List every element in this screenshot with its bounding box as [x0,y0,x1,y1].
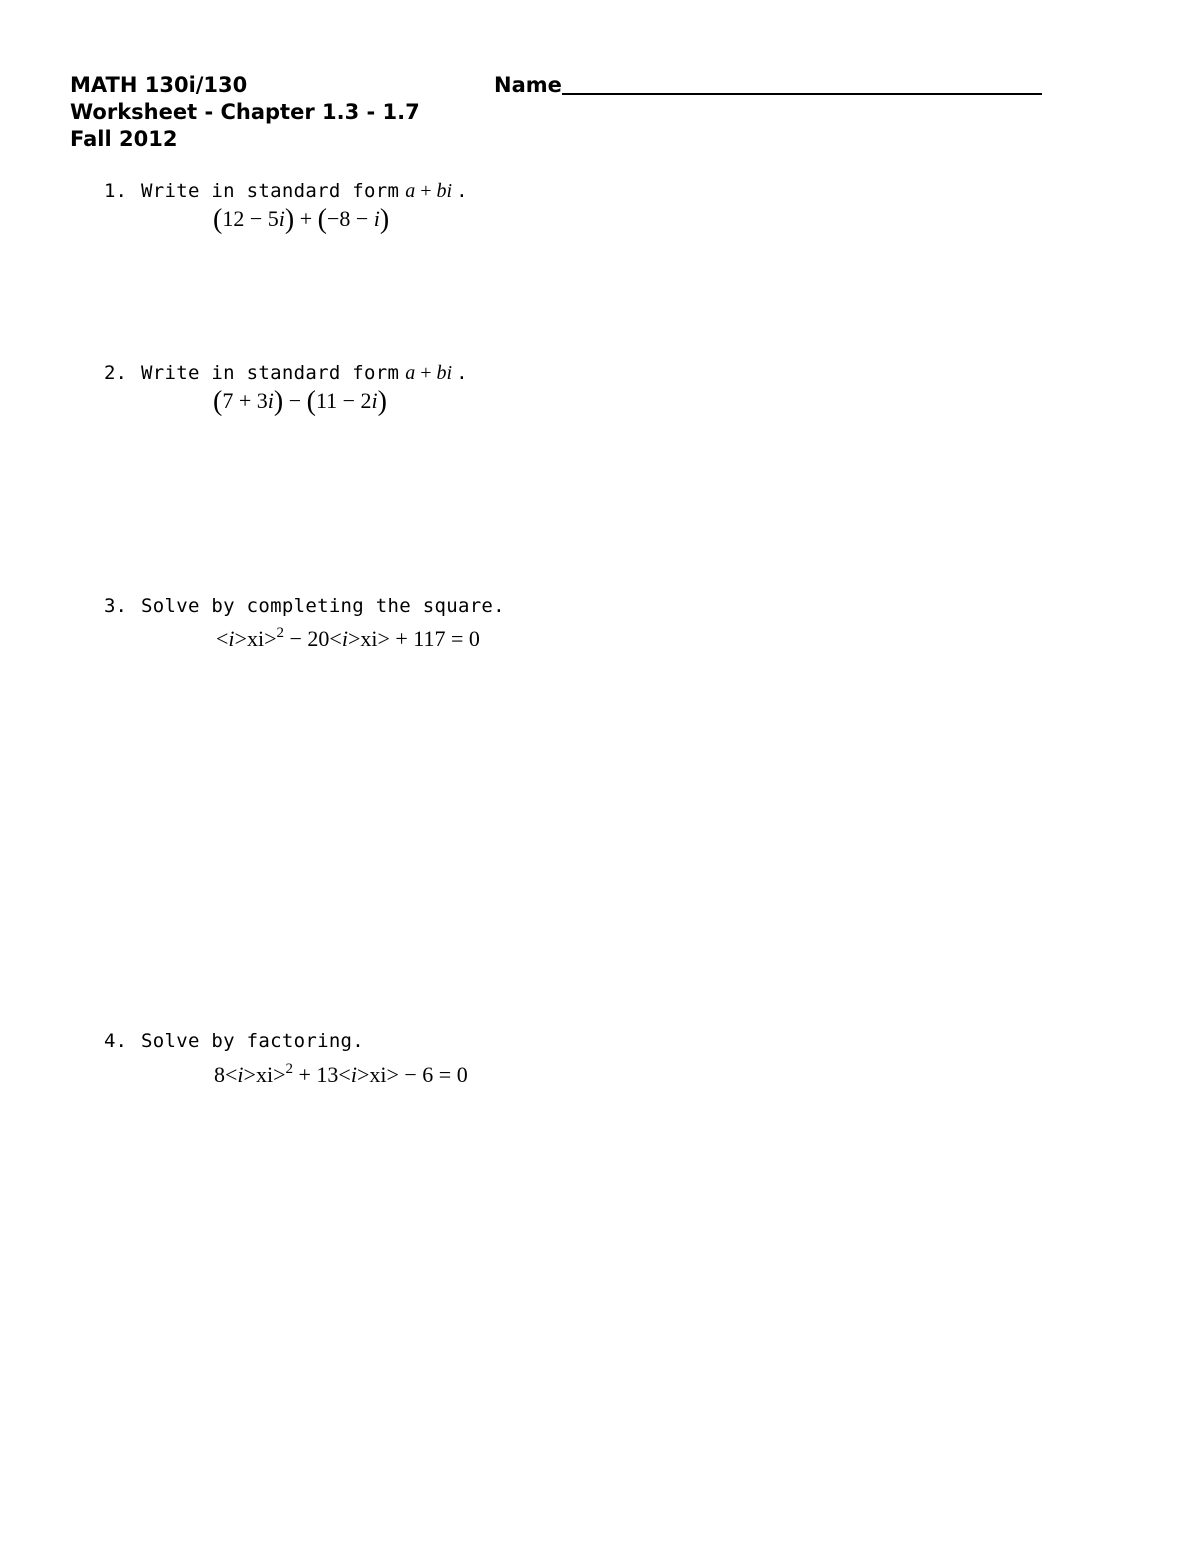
inline-math: a + bi [405,362,453,384]
question-equation: (7 + 3i) − (11 − 2i) [213,386,387,417]
instruction-text: Solve by completing the square. [141,595,505,617]
instruction-text: Write in standard form [141,180,400,202]
course-title: MATH 130i/130 [70,73,248,97]
instruction-text: Solve by factoring. [141,1030,365,1052]
question-number: 2. [104,362,127,384]
instruction-text: Write in standard form [141,362,400,384]
instruction-tail: . [456,362,468,384]
worksheet-title: Worksheet - Chapter 1.3 - 1.7 [70,100,420,124]
instruction-tail: . [456,180,468,202]
question-instruction [141,593,505,619]
question-number: 3. [104,595,127,617]
term-label: Fall 2012 [70,127,178,151]
question-instruction [141,178,468,204]
question-equation: 8<i>xi>$^2$ + 13<i>xi> − 6 = 0 [214,1061,468,1087]
question-instruction [141,360,468,386]
question-number: 4. [104,1030,127,1052]
name-blank-line[interactable] [562,93,1042,95]
name-label: Name [494,73,562,97]
question-equation: <i>xi>$^2$ − 20<i>xi> + 117 = 0 [216,625,480,651]
question-instruction [141,1028,364,1054]
question-equation: (12 − 5i) + (−8 − i) [213,204,390,235]
question-number: 1. [104,180,127,202]
inline-math: a + bi [405,180,453,202]
